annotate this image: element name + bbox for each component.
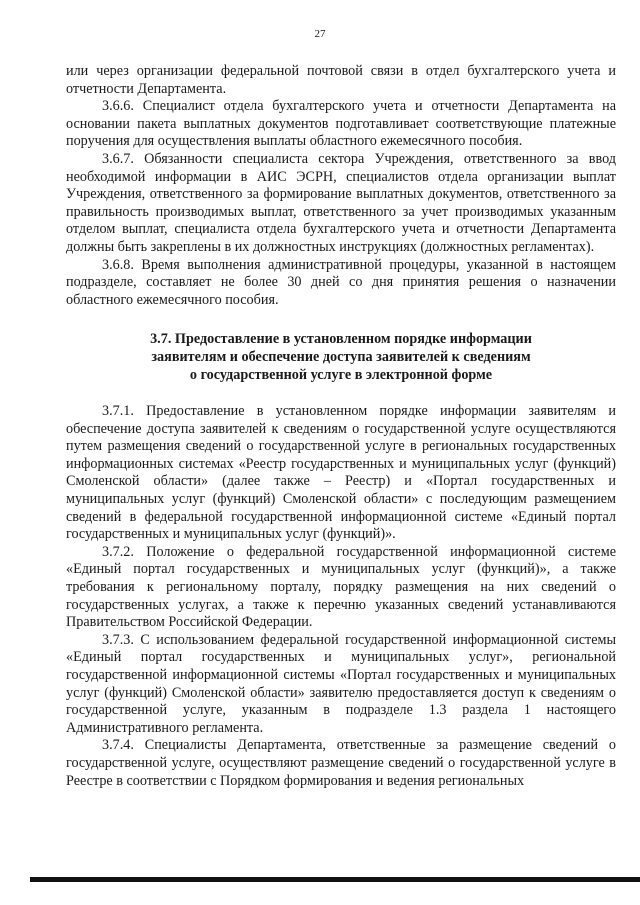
paragraph-3-7-1: 3.7.1. Предоставление в установленном порядке информации заявителям и обеспечение доступа заявителей к сведениям о государственной услуге осуществляются путем размещения сведений о государственной услуге в региональных государственных информационных системах «Реестр государственных и муниципальных услуг (функций) Смоленской области» (далее также – Реестр) и «Портал государственных и муниципальных услуг (функций) Смоленской области» с последующим размещением сведений в федеральной государственной информационной системе «Единый портал государственных и муниципальных услуг (функций)». <box>66 403 616 543</box>
section-heading-line: заявителям и обеспечение доступа заявителей к сведениям <box>151 348 531 365</box>
paragraph-3-6-7: 3.6.7. Обязанности специалиста сектора Учреждения, ответственного за ввод необходимой информации в АИС ЭСРН, специалистов отдела организации выплат Учреждения, ответственного за формирование выплатных документов, ответственного за правильность производимых выплат, ответственного за учет производимых указанным отделом выплат, специалиста отдела бухгалтерского учета и отчетности Департамента должны быть закреплены в их должностных инструкциях (должностных регламентах). <box>66 150 616 255</box>
paragraph-3-6-6: 3.6.6. Специалист отдела бухгалтерского учета и отчетности Департамента на основании пакета выплатных документов подготавливает соответствующие платежные поручения для осуществления выплаты областного ежемесячного пособия. <box>66 98 616 150</box>
paragraph-3-7-4: 3.7.4. Специалисты Департамента, ответственные за размещение сведений о государственной услуге, осуществляют размещение сведений о государственной услуге в Реестре в соответствии с Порядком формирования и ведения региональных <box>66 737 616 789</box>
scan-bottom-border <box>30 877 640 882</box>
paragraph-3-6-8: 3.6.8. Время выполнения административной процедуры, указанной в настоящем подразделе, составляет не более 30 дней со дня принятия решения о назначении областного ежемесячного пособия. <box>66 256 616 308</box>
section-heading-line: 3.7. Предоставление в установленном порядке информации <box>150 331 532 348</box>
page-number: 27 <box>314 28 326 40</box>
section-heading-3-7 <box>66 331 616 384</box>
paragraph-continuation: или через организации федеральной почтовой связи в отдел бухгалтерского учета и отчетности Департамента. <box>66 63 616 97</box>
paragraph-3-7-3: 3.7.3. С использованием федеральной государственной информационной системы «Единый портал государственных и муниципальных услуг», региональной государственной информационной системы «Портал государственных и муниципальных услуг (функций) Смоленской области» заявителю предоставляется доступ к сведениям о государственной услуге, указанным в подразделе 1.3 раздела 1 настоящего Административного регламента. <box>66 631 616 736</box>
document-body <box>66 63 616 790</box>
paragraph-3-7-2: 3.7.2. Положение о федеральной государственной информационной системе «Единый портал государственных и муниципальных услуг (функций)», а также требования к региональному порталу, порядку размещения на них сведений о государственных услугах, а также к перечню указанных сведений устанавливаются Правительством Российской Федерации. <box>66 543 616 631</box>
section-heading-line: о государственной услуге в электронной форме <box>189 366 493 383</box>
